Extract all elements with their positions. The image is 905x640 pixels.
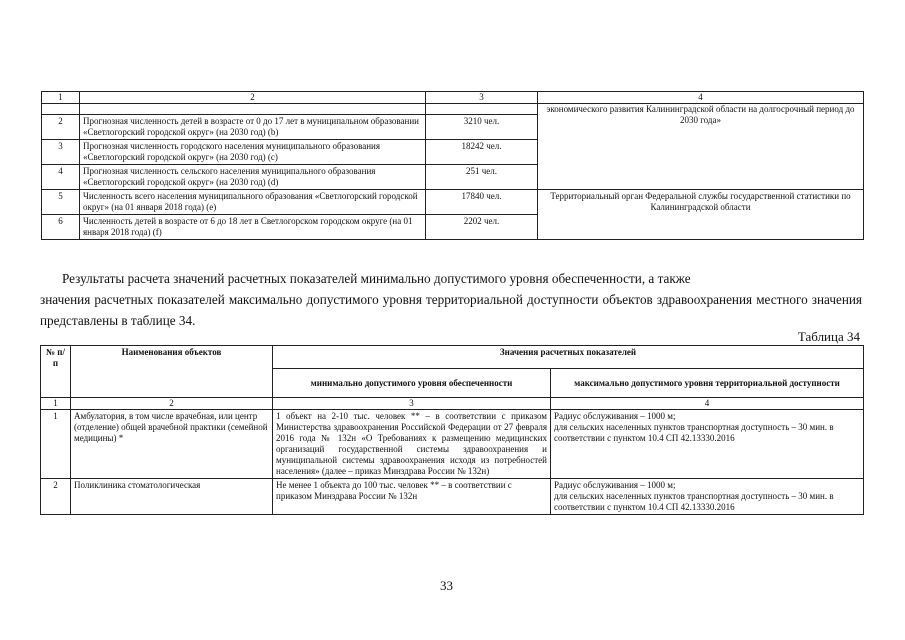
col-number: 1 bbox=[42, 92, 80, 104]
max-access-value bbox=[551, 479, 864, 515]
service-radius: Радиус обслуживания – 1000 м; bbox=[554, 480, 676, 490]
population-table bbox=[41, 91, 864, 240]
row-number: 6 bbox=[42, 215, 80, 240]
row-number: 2 bbox=[42, 115, 80, 140]
header-max-access: максимально допустимого уровня территориальной доступности bbox=[551, 369, 864, 398]
object-name: Амбулатория, в том числе врачебная, или центр (отделение) общей врачебной практики (семейной медицины) * bbox=[71, 410, 273, 479]
row-number: 1 bbox=[41, 410, 71, 479]
indicator-value: 251 чел. bbox=[426, 165, 538, 190]
source-cell: экономического развития Калининградской области на долгосрочный период до 2030 года» bbox=[538, 104, 864, 190]
indicator-value: 18242 чел. bbox=[426, 140, 538, 165]
column-number-row bbox=[41, 398, 864, 410]
transport-access: для сельских населенных пунктов транспортная доступность – 30 мин. в соответствии с пунктом 10.4 СП 42.13330.2016 bbox=[554, 491, 834, 512]
col-number: 2 bbox=[71, 398, 273, 410]
max-access-value bbox=[551, 410, 864, 479]
table-row bbox=[42, 190, 864, 215]
header-min-level: минимально допустимого уровня обеспеченности bbox=[273, 369, 551, 398]
header-values: Значения расчетных показателей bbox=[273, 346, 864, 369]
table-row bbox=[41, 410, 864, 479]
indicator-name: Прогнозная численность детей в возрасте от 0 до 17 лет в муниципальном образовании «Светлогорский городской округ» (на 2030 год) (b) bbox=[80, 115, 426, 140]
row-number: 5 bbox=[42, 190, 80, 215]
paragraph-line: Результаты расчета значений расчетных показателей минимально допустимого уровня обеспеченности, а также bbox=[62, 271, 691, 286]
col-number: 3 bbox=[426, 92, 538, 104]
header-num: № п/п bbox=[41, 346, 71, 398]
paragraph-line: значения расчетных показателей максимально допустимого уровня территориальной доступности объектов здравоохранения местного значения представлены в таблице 34. bbox=[40, 292, 862, 328]
col-number: 4 bbox=[551, 398, 864, 410]
indicator-name: Прогнозная численность сельского населения муниципального образования «Светлогорский городской округ» (на 2030 год) (d) bbox=[80, 165, 426, 190]
col-number: 2 bbox=[80, 92, 426, 104]
indicator-value: 17840 чел. bbox=[426, 190, 538, 215]
col-number: 4 bbox=[538, 92, 864, 104]
min-level-value: 1 объект на 2-10 тыс. человек ** – в соответствии с приказом Министерства здравоохранения Российской Федерации от 27 февраля 2016 года № 132н «О Требованиях к размещению медицинских организаций государственной системы здравоохранения и муниципальной системы здравоохранения исходя из потребностей населения» (далее – приказ Минздрава России № 132н) bbox=[273, 410, 551, 479]
indicator-value: 2202 чел. bbox=[426, 215, 538, 240]
table-caption: Таблица 34 bbox=[797, 329, 860, 344]
indicator-name: Численность всего населения муниципального образования «Светлогорский городской округ» (на 01 января 2018 года) (e) bbox=[80, 190, 426, 215]
service-radius: Радиус обслуживания – 1000 м; bbox=[554, 411, 676, 421]
table-row bbox=[41, 479, 864, 515]
row-number: 2 bbox=[41, 479, 71, 515]
indicator-name: Прогнозная численность городского населения муниципального образования «Светлогорский городской округ» (на 2030 год) (c) bbox=[80, 140, 426, 165]
row-number: 4 bbox=[42, 165, 80, 190]
table-row bbox=[42, 104, 864, 115]
col-number: 3 bbox=[273, 398, 551, 410]
row-number: 3 bbox=[42, 140, 80, 165]
indicator-value: 3210 чел. bbox=[426, 115, 538, 140]
source-cell: Территориальный орган Федеральной службы государственной статистики по Калининградской области bbox=[538, 190, 864, 240]
healthcare-indicators-table bbox=[40, 345, 864, 515]
body-paragraph bbox=[40, 268, 862, 331]
transport-access: для сельских населенных пунктов транспортная доступность – 30 мин. в соответствии с пунктом 10.4 СП 42.13330.2016 bbox=[554, 422, 834, 443]
indicator-name: Численность детей в возрасте от 6 до 18 лет в Светлогорском городском округе (на 01 января 2018 года) (f) bbox=[80, 215, 426, 240]
col-number: 1 bbox=[41, 398, 71, 410]
min-level-value: Не менее 1 объекта до 100 тыс. человек ** – в соответствии с приказом Минздрава России № 132н bbox=[273, 479, 551, 515]
object-name: Поликлиника стоматологическая bbox=[71, 479, 273, 515]
header-name: Наименования объектов bbox=[71, 346, 273, 398]
column-number-row bbox=[42, 92, 864, 104]
page-number: 33 bbox=[440, 578, 453, 593]
header-row bbox=[41, 346, 864, 369]
